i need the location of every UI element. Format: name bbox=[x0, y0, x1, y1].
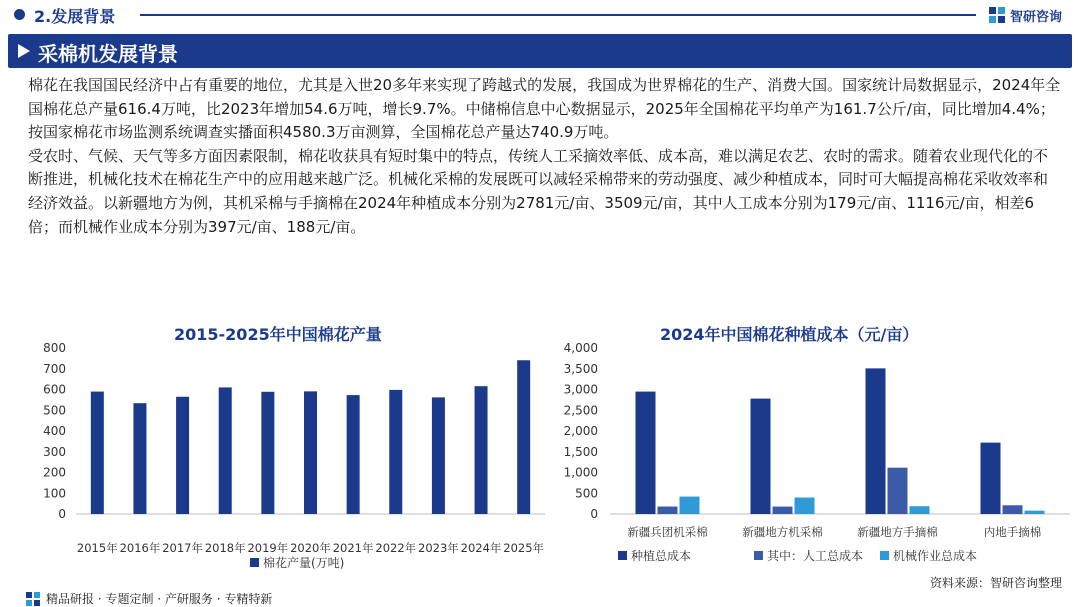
bar bbox=[91, 392, 104, 514]
x-tick-label: 2018年 bbox=[204, 541, 246, 555]
top-divider bbox=[140, 14, 976, 16]
x-tick-label: 内地手摘棉 bbox=[983, 525, 1042, 539]
bar bbox=[347, 395, 360, 514]
top-bar bbox=[0, 0, 1080, 30]
bar bbox=[866, 368, 886, 514]
bar bbox=[1003, 505, 1023, 514]
bar bbox=[475, 386, 488, 514]
x-tick-label: 新疆地方机采棉 bbox=[742, 525, 823, 539]
bar bbox=[680, 497, 700, 514]
logo-text: 智研咨询 bbox=[1010, 9, 1063, 25]
y-tick-label: 0 bbox=[58, 507, 66, 521]
bar bbox=[1025, 511, 1045, 514]
bar bbox=[219, 387, 232, 514]
bar bbox=[133, 403, 146, 514]
legend-swatch bbox=[618, 551, 627, 560]
chart2-title: 2024年中国棉花种植成本（元/亩） bbox=[660, 325, 919, 344]
y-tick-label: 0 bbox=[590, 507, 598, 521]
x-tick-label: 2015年 bbox=[76, 541, 118, 555]
x-tick-label: 2019年 bbox=[247, 541, 289, 555]
x-tick-label: 新疆兵团机采棉 bbox=[627, 525, 708, 539]
bar bbox=[304, 391, 317, 514]
x-tick-label: 2020年 bbox=[290, 541, 331, 555]
y-tick-label: 600 bbox=[43, 382, 66, 397]
source-note: 资料来源：智研咨询整理 bbox=[929, 576, 1062, 590]
zhiyan-logo-icon bbox=[988, 6, 1006, 24]
y-tick-label: 3,000 bbox=[563, 382, 598, 397]
y-tick-label: 200 bbox=[43, 465, 66, 480]
footer-items: 精品研报 · 专题定制 · 产研服务 · 专精特新 bbox=[46, 592, 273, 606]
bar bbox=[389, 390, 402, 514]
legend-swatch bbox=[250, 558, 259, 567]
chevron-right-icon bbox=[18, 44, 30, 58]
legend-label: 其中：人工总成本 bbox=[767, 549, 864, 563]
x-tick-label: 2023年 bbox=[418, 541, 459, 555]
bar bbox=[751, 399, 771, 514]
title-banner bbox=[8, 34, 1072, 68]
y-tick-label: 500 bbox=[575, 486, 598, 501]
bar bbox=[636, 392, 656, 514]
y-tick-label: 500 bbox=[43, 403, 66, 418]
legend-label: 棉花产量(万吨) bbox=[263, 556, 345, 570]
y-tick-label: 1,000 bbox=[563, 465, 598, 480]
x-tick-label: 2016年 bbox=[119, 541, 161, 555]
bar bbox=[517, 360, 530, 514]
footer-services bbox=[26, 590, 272, 607]
legend-swatch bbox=[754, 551, 763, 560]
bar bbox=[910, 506, 930, 514]
y-tick-label: 2,500 bbox=[563, 403, 598, 418]
y-tick-label: 3,500 bbox=[563, 361, 598, 376]
bar bbox=[176, 397, 189, 514]
zhiyan-logo-icon bbox=[26, 592, 40, 606]
bar bbox=[658, 507, 678, 514]
legend-swatch bbox=[880, 551, 889, 560]
y-tick-label: 2,000 bbox=[563, 424, 598, 438]
bar bbox=[773, 507, 793, 514]
logo bbox=[988, 5, 1062, 25]
y-tick-label: 400 bbox=[43, 424, 66, 438]
x-tick-label: 2025年 bbox=[503, 541, 545, 555]
section-title: 2.发展背景 bbox=[34, 7, 116, 26]
y-tick-label: 4,000 bbox=[563, 341, 598, 355]
y-tick-label: 100 bbox=[43, 486, 66, 501]
y-tick-label: 1,500 bbox=[563, 444, 598, 459]
production-bar-chart bbox=[0, 340, 560, 580]
legend-label: 机械作业总成本 bbox=[893, 549, 978, 563]
bar bbox=[432, 397, 445, 514]
paragraph-1: 棉花在我国国民经济中占有重要的地位，尤其是入世20多年来实现了跨越式的发展，我国成为世界棉花的生产、消费大国。国家统计局数据显示，2024年全国棉花总产量616.4万吨，比2023年增加54.6万吨，增长9.7%。中储棉信息中心数据显示，2025年全国棉花平均单产为161.7公斤/亩，同比增加4.4%；按国家棉花市场监测系统调查实播面积4580.3万亩测算，全国棉花总产量达740.9万吨。 bbox=[28, 76, 1061, 142]
y-tick-label: 800 bbox=[43, 341, 66, 355]
bar bbox=[981, 443, 1001, 514]
x-tick-label: 2021年 bbox=[332, 541, 374, 555]
paragraph-2: 受农时、气候、天气等多方面因素限制，棉花收获具有短时集中的特点，传统人工采摘效率低、成本高，难以满足农艺、农时的需求。随着农业现代化的不断推进，机械化技术在棉花生产中的应用越来越广泛。机械化采棉的发展既可以减轻采棉带来的劳动强度、减少种植成本，同时可大幅提高棉花采收效率和经济效益。以新疆地方为例，其机采棉与手摘棉在2024年种植成本分别为2781元/亩、3509元/亩，其中人工成本分别为179元/亩、1116元/亩，相差6倍；而机械作业成本分别为397元/亩、188元/亩。 bbox=[28, 146, 1049, 236]
x-tick-label: 2024年 bbox=[460, 541, 502, 555]
chart1-title: 2015-2025年中国棉花产量 bbox=[174, 325, 382, 344]
y-tick-label: 300 bbox=[43, 444, 66, 459]
x-tick-label: 2017年 bbox=[162, 541, 203, 555]
bar bbox=[261, 392, 274, 514]
bar bbox=[795, 498, 815, 514]
y-tick-label: 700 bbox=[43, 361, 66, 376]
bar bbox=[888, 468, 908, 514]
section-dot-icon bbox=[14, 9, 25, 20]
legend-label: 种植总成本 bbox=[631, 549, 692, 563]
cost-bar-chart bbox=[560, 340, 1080, 572]
x-tick-label: 2022年 bbox=[375, 541, 417, 555]
page-title: 采棉机发展背景 bbox=[38, 42, 178, 66]
x-tick-label: 新疆地方手摘棉 bbox=[857, 525, 938, 539]
body-text bbox=[28, 74, 1062, 239]
